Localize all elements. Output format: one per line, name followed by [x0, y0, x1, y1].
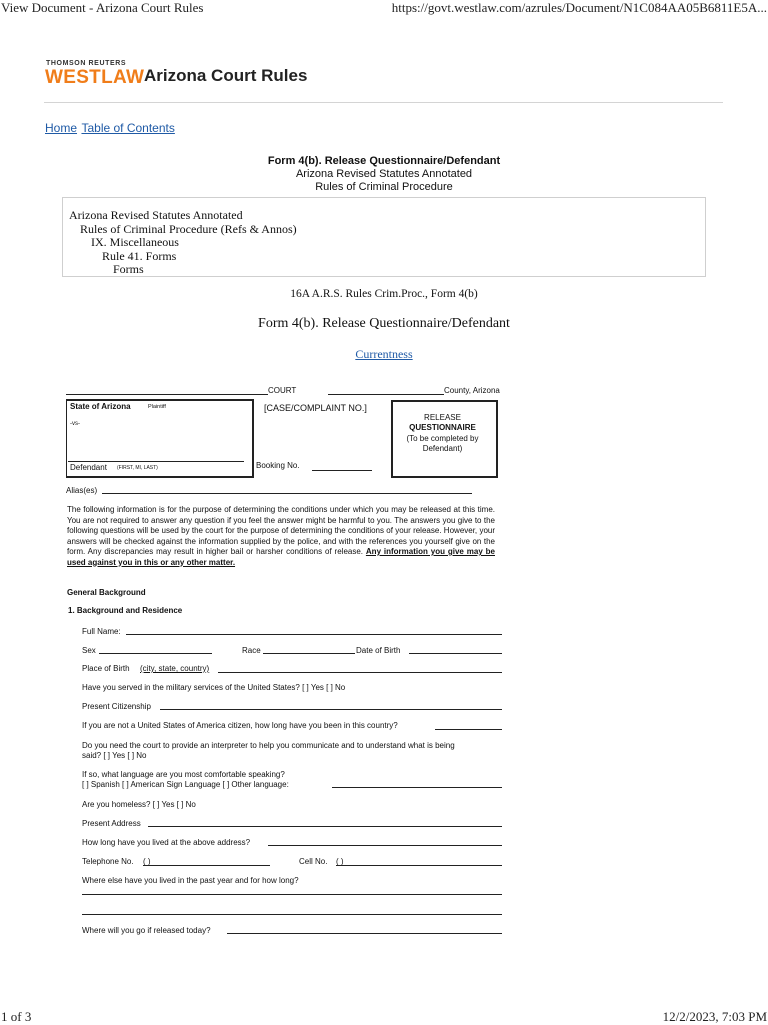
general-background-heading: General Background — [67, 588, 146, 597]
citizenship-label: Present Citizenship — [82, 702, 151, 711]
table-of-contents-link[interactable]: Table of Contents — [81, 121, 175, 135]
county-label: County, Arizona — [444, 386, 500, 395]
form-heading: Form 4(b). Release Questionnaire/Defendant — [258, 316, 510, 331]
booking-label: Booking No. — [256, 461, 300, 470]
telephone-line — [143, 865, 270, 866]
place-of-birth-hint: (city, state, country) — [140, 664, 210, 673]
cell-label: Cell No. — [299, 857, 328, 866]
where-else-question: Where else have you lived in the past year and for how long? — [82, 876, 299, 885]
rq-title-2: QUESTIONNAIRE — [409, 423, 476, 432]
address-label: Present Address — [82, 819, 141, 828]
defendant-label: Defendant — [70, 463, 107, 472]
interpreter-question-2: said? [ ] Yes [ ] No — [82, 751, 147, 760]
race-line — [263, 653, 355, 654]
cell-line — [336, 865, 502, 866]
toc-level-2: Rules of Criminal Procedure (Refs & Annos) — [80, 222, 297, 236]
rq-title-1: RELEASE — [424, 413, 461, 422]
sex-line — [99, 653, 212, 654]
state-of-arizona: State of Arizona — [70, 402, 131, 411]
document-title: Form 4(b). Release Questionnaire/Defendant — [267, 155, 501, 167]
header-divider — [44, 102, 723, 103]
interpreter-question-1: Do you need the court to provide an interpreter to help you communicate and to understand what is being — [82, 741, 455, 750]
address-line — [148, 826, 502, 827]
defendant-line — [68, 461, 244, 462]
toc-level-4: Rule 41. Forms — [102, 249, 177, 263]
section-1-heading: 1. Background and Residence — [68, 606, 183, 615]
rq-sub-2: Defendant) — [422, 444, 463, 453]
toc-level-5: Forms — [113, 262, 144, 276]
alias-line — [102, 493, 472, 494]
rq-sub-1: (To be completed by — [406, 434, 479, 443]
alias-label: Alias(es) — [66, 486, 98, 495]
place-of-birth-line — [218, 672, 502, 673]
defendant-hint: (FIRST, MI, LAST) — [117, 465, 158, 471]
dob-line — [409, 653, 502, 654]
telephone-label: Telephone No. — [82, 857, 134, 866]
other-language-line — [332, 787, 502, 788]
thomson-reuters-label: THOMSON REUTERS — [46, 60, 127, 67]
intro-paragraph — [67, 505, 495, 568]
full-name-line — [126, 634, 502, 635]
non-citizen-line — [435, 729, 502, 730]
sex-label: Sex — [82, 646, 96, 655]
home-link[interactable]: Home — [45, 121, 78, 135]
race-label: Race — [242, 646, 261, 655]
where-else-line-2 — [82, 914, 502, 915]
language-options: [ ] Spanish [ ] American Sign Language [ ] Other language: — [82, 780, 289, 789]
full-name-label: Full Name: — [82, 627, 121, 636]
cell-area-code: ( ) — [336, 857, 344, 866]
versus-label: -vs- — [70, 421, 80, 427]
breadcrumb-nav — [45, 119, 175, 137]
plaintiff-label: Plaintiff — [148, 404, 166, 410]
county-name-line — [328, 394, 444, 395]
print-timestamp: 12/2/2023, 7:03 PM — [662, 1009, 767, 1024]
citation: 16A A.R.S. Rules Crim.Proc., Form 4(b) — [290, 288, 478, 300]
document-subtitle-1: Arizona Revised Statutes Annotated — [295, 168, 473, 180]
language-question: If so, what language are you most comfortable speaking? — [82, 770, 285, 779]
app-title: Arizona Court Rules — [144, 66, 308, 85]
court-name-line — [66, 394, 268, 395]
place-of-birth-label: Place of Birth — [82, 664, 130, 673]
toc-level-3: IX. Miscellaneous — [91, 235, 179, 249]
document-subtitle-2: Rules of Criminal Procedure — [315, 181, 453, 193]
westlaw-logo[interactable]: WESTLAW — [45, 67, 145, 88]
print-page-indicator: 1 of 3 — [1, 1009, 32, 1024]
how-long-line — [268, 845, 502, 846]
booking-line — [312, 470, 372, 471]
citizenship-line — [160, 709, 502, 710]
print-header-url: https://govt.westlaw.com/azrules/Document/N1C084AA05B6811E5A... — [391, 0, 767, 15]
where-else-line-1 — [82, 894, 502, 895]
intro-warning: Any information you give may be used against you in this or any other matter. — [67, 547, 495, 567]
military-question: Have you served in the military services of the United States? [ ] Yes [ ] No — [82, 683, 346, 692]
print-header-title: View Document - Arizona Court Rules — [1, 0, 204, 15]
dob-label: Date of Birth — [356, 646, 401, 655]
homeless-question: Are you homeless? [ ] Yes [ ] No — [82, 800, 196, 809]
where-go-question: Where will you go if released today? — [82, 926, 211, 935]
court-label: COURT — [268, 386, 297, 395]
intro-text: The following information is for the purpose of determining the conditions under which you may be released at this time. You are not required to answer any question if you feel the answer might be harmful to you. The answers you give to the following questions will be used by the court for the purpose of determining the conditions of your release. However, your answers will be checked against the information supplied by the police, and with the references you yourself give on the form. Any discrepancies may result in higher bail or harsher conditions of release. — [67, 505, 495, 556]
currentness-link[interactable]: Currentness — [355, 347, 413, 361]
telephone-area-code: ( ) — [143, 857, 151, 866]
non-citizen-question: If you are not a United States of America citizen, how long have you been in this country? — [82, 721, 398, 730]
case-number-label: [CASE/COMPLAINT NO.] — [264, 403, 367, 413]
where-go-line — [227, 933, 502, 934]
toc-level-1: Arizona Revised Statutes Annotated — [69, 208, 243, 222]
how-long-label: How long have you lived at the above address? — [82, 838, 251, 847]
